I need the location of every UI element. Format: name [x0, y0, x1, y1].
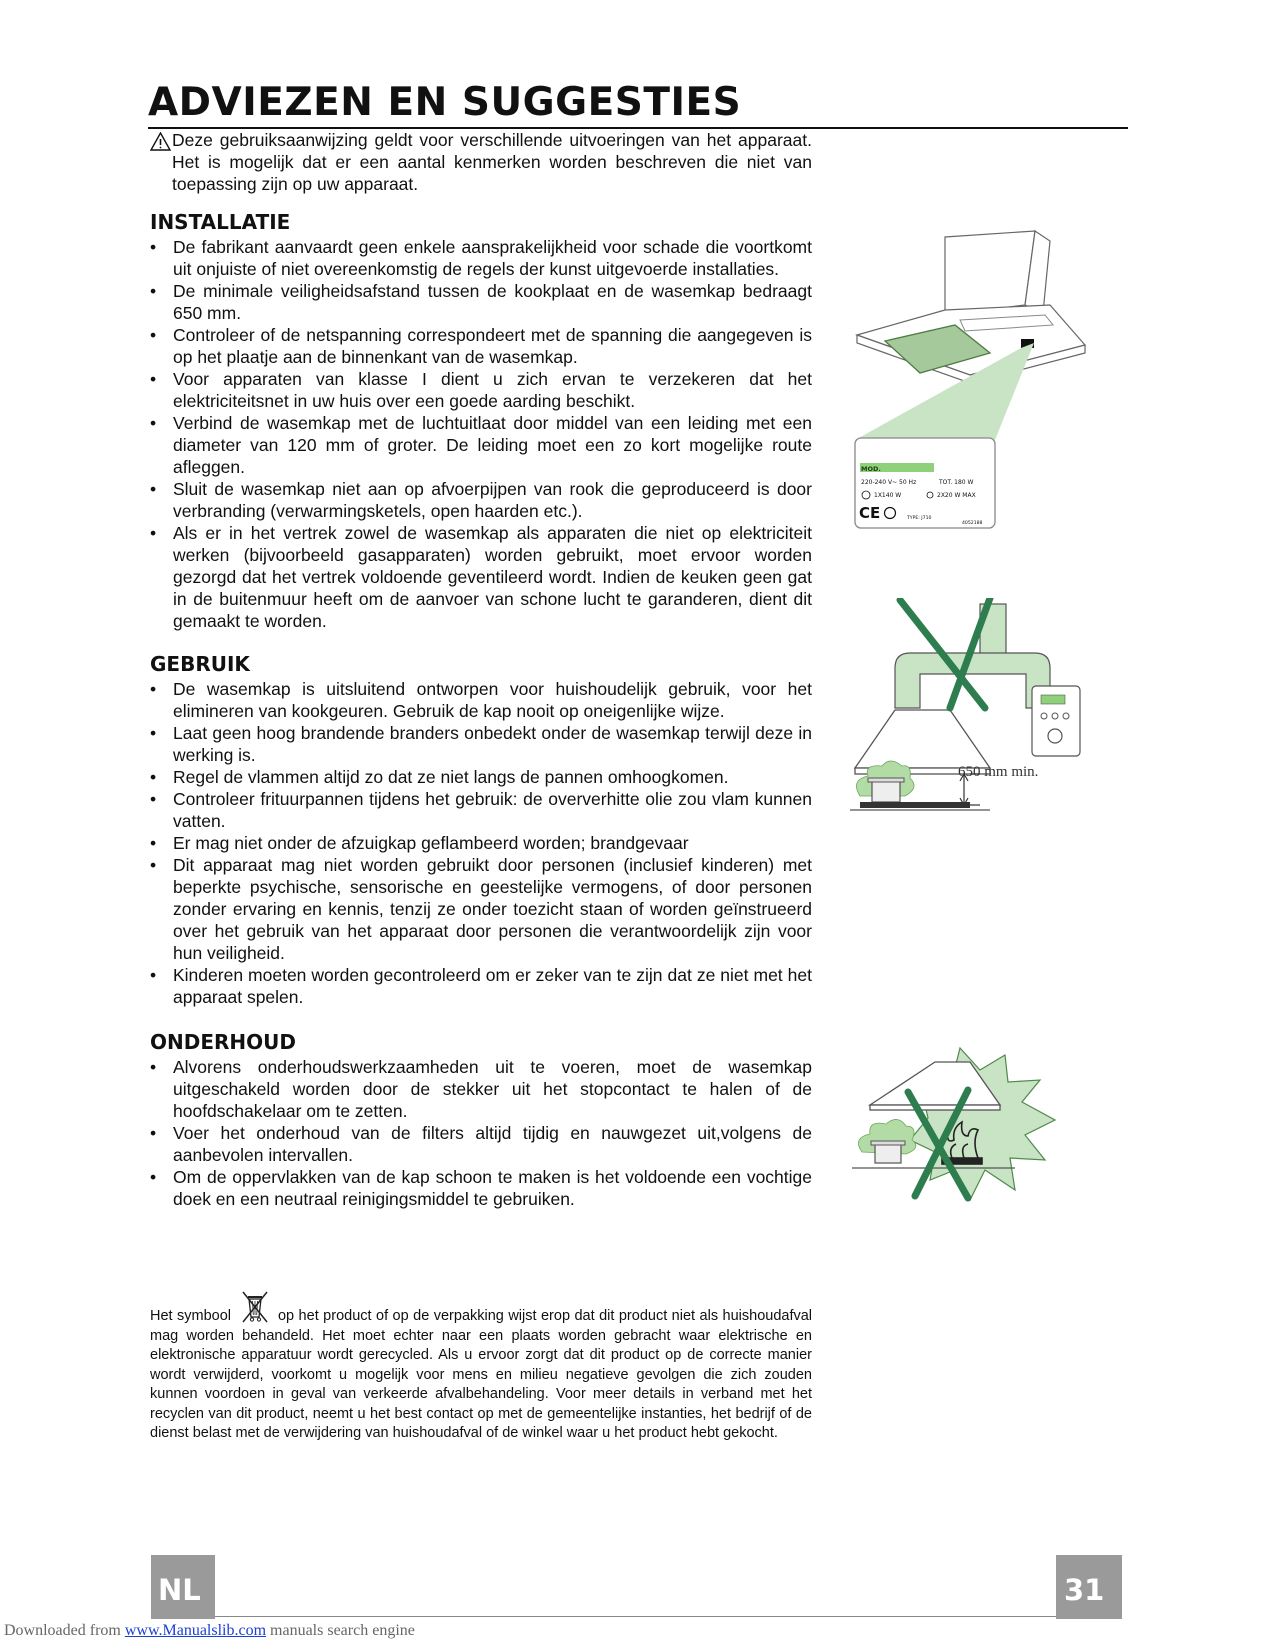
bullet: • — [150, 1123, 157, 1143]
list-item-text: Controleer frituurpannen tijdens het gebruik: de oververhitte olie zou vlam kunnen vatten. — [173, 789, 812, 831]
bullet: • — [150, 723, 157, 743]
rating-plate — [855, 438, 995, 528]
section-onderhoud — [150, 1030, 812, 1210]
list-item-text: Alvorens onderhoudswerkzaamheden uit te voeren, moet de wasemkap uitgeschakeld worden door de stekker uit het stopcontact te halen of de hoofdschakelaar om te zetten. — [173, 1057, 812, 1121]
list-item — [150, 368, 812, 412]
plate-type: TYPE: J710 — [907, 516, 932, 521]
download-suffix: manuals search engine — [270, 1622, 415, 1639]
plate-total: TOT. 180 W — [939, 479, 974, 486]
bullet: • — [150, 237, 157, 257]
list-item — [150, 788, 812, 832]
download-prefix: Downloaded from — [4, 1622, 121, 1639]
ce-mark: CE — [859, 504, 881, 522]
list-item — [150, 522, 812, 632]
list-item — [150, 478, 812, 522]
list-item — [150, 766, 812, 788]
hood-chimney — [945, 231, 1050, 315]
manualslib-link[interactable]: www.Manualslib.com — [124, 1622, 267, 1639]
list-item — [150, 832, 812, 854]
wall-control-panel — [1032, 686, 1080, 756]
list-item-text: Sluit de wasemkap niet aan op afvoerpijpen van rook die geproduceerd is door verbranding (verwarmingsketels, open haarden etc.). — [173, 479, 812, 521]
bullet: • — [150, 413, 157, 433]
bullet: • — [150, 281, 157, 301]
page-number-tab — [1056, 1555, 1122, 1619]
bullet: • — [150, 789, 157, 809]
list-item-text: De fabrikant aanvaardt geen enkele aansprakelijkheid voor schade die voortkomt uit onjuiste of niet overeenkomstig de regels der kunst uitgevoerde installaties. — [173, 237, 812, 279]
weee-text-after: op het product of op de verpakking wijst erop dat dit product niet als huishoudafval mag worden behandeld. Het moet echter naar een plaats worden gebracht waar elektrische en elektronische apparatuur wordt gerecycled. Als u ervoor zorgt dat dit product op de correcte manier wordt verwijderd, voorkomt u mogelijk voor mens en milieu negatieve gevolgen die zich zouden kunnen voordoen in geval van verkeerde afvalbehandeling. Voor meer details in verband met het recyclen van dit product, neemt u het best contact op met de gemeentelijke instanties, het bedrijf of de dienst belast met de verwijdering van huishoudafval of de winkel waar u het product hebt gekocht. — [150, 1308, 813, 1441]
cooking-pot — [871, 1141, 905, 1163]
list-item-text: Regel de vlammen altijd zo dat ze niet langs de pannen omhoogkomen. — [173, 767, 729, 787]
section-heading-onderhoud: ONDERHOUD — [150, 1030, 296, 1054]
list-item-text: Er mag niet onder de afzuigkap geflambeerd worden; brandgevaar — [173, 833, 689, 853]
bullet: • — [150, 965, 157, 985]
bullet: • — [150, 833, 157, 853]
bullet: • — [150, 679, 157, 699]
list-item-text: De minimale veiligheidsafstand tussen de kookplaat en de wasemkap bedraagt 650 mm. — [173, 281, 812, 323]
list-item-text: Als er in het vertrek zowel de wasemkap als apparaten die niet op elektriciteit werken (bijvoorbeeld gasapparaten) worden gebruikt, moet ervoor worden gezorgd dat het vertrek voldoende geventileerd wordt. Indien de keuken geen gat in de buitenmuur heeft om de aanvoer van schone lucht te garanderen, dient dit gemaakt te worden. — [173, 523, 812, 631]
bullet: • — [150, 1167, 157, 1187]
warning-note — [150, 129, 812, 195]
section-heading-gebruik: GEBRUIK — [150, 652, 250, 676]
bullet: • — [150, 325, 157, 345]
bullet: • — [150, 479, 157, 499]
distance-label: 650 mm min. — [958, 764, 1039, 780]
list-item-text: Voor apparaten van klasse I dient u zich ervan te verzekeren dat het elektriciteitsnet in uw huis over een goede aarding beschikt. — [173, 369, 812, 411]
list-item — [150, 412, 812, 478]
cooking-pot — [868, 778, 904, 802]
list-item — [150, 324, 812, 368]
bullet: • — [150, 369, 157, 389]
plate-motor: 1X140 W — [874, 492, 902, 499]
bullet: • — [150, 1057, 157, 1077]
list-item-text: De wasemkap is uitsluitend ontworpen voor huishoudelijk gebruik, voor het elimineren van kookgeuren. Gebruik de kap nooit op oneigenlijke wijze. — [173, 679, 812, 721]
no-flambe-figure — [840, 1040, 1070, 1220]
list-item — [150, 1056, 812, 1122]
bullet: • — [150, 767, 157, 787]
bullet: • — [150, 855, 157, 875]
list-item — [150, 1122, 812, 1166]
list-item — [150, 722, 812, 766]
hood-rating-plate-figure — [845, 225, 1105, 565]
list-item — [150, 964, 812, 1008]
language-label: NL — [158, 1573, 201, 1607]
plate-voltage: 220-240 V~ 50 Hz — [861, 479, 917, 486]
section-heading-installatie: INSTALLATIE — [150, 210, 291, 234]
list-item-text: Verbind de wasemkap met de luchtuitlaat door middel van een leiding met een diameter van 120 mm of groter. De leiding moet een zo kort mogelijke route afleggen. — [173, 413, 812, 477]
list-item-text: Controleer of de netspanning correspondeert met de spanning die aangegeven is op het plaatje aan de binnenkant van de wasemkap. — [173, 325, 812, 367]
download-credit — [4, 1622, 415, 1640]
plate-lamps: 2X20 W MAX — [937, 492, 976, 499]
weee-text-before: Het symbool — [150, 1308, 232, 1324]
list-item — [150, 678, 812, 722]
page-title: ADVIEZEN EN SUGGESTIES — [148, 80, 742, 125]
warning-text: Deze gebruiksaanwijzing geldt voor verschillende uitvoeringen van het apparaat. Het is mogelijk dat er een aantal kenmerken worden beschreven die niet van toepassing zijn op uw apparaat. — [172, 130, 812, 194]
list-item — [150, 1166, 812, 1210]
list-item — [150, 236, 812, 280]
plate-code: 4052188 — [962, 521, 983, 526]
section-gebruik — [150, 652, 812, 1008]
list-item-text: Dit apparaat mag niet worden gebruikt door personen (inclusief kinderen) met beperkte psychische, sensorische en geestelijke vermogens, of door personen zonder ervaring en kennis, tenzij ze onder toezicht staan of worden geïnstrueerd over het gebruik van het apparaat door personen die verantwoordelijk zijn voor hun veiligheid. — [173, 855, 812, 963]
onderhoud-list — [150, 1056, 812, 1210]
list-item — [150, 854, 812, 964]
list-item — [150, 280, 812, 324]
bullet: • — [150, 523, 157, 543]
list-item-text: Om de oppervlakken van de kap schoon te maken is het voldoende een vochtige doek en een neutraal reinigingsmiddel te gebruiken. — [173, 1167, 812, 1209]
language-tab — [151, 1555, 215, 1619]
crossed-bin-icon — [240, 1290, 270, 1324]
hob — [860, 802, 970, 808]
installatie-list — [150, 236, 812, 632]
no-flue-connection-figure — [840, 598, 1100, 860]
warning-triangle-icon — [150, 132, 171, 151]
list-item-text: Kinderen moeten worden gecontroleerd om er zeker van te zijn dat ze niet met het apparaat spelen. — [173, 965, 812, 1007]
section-installatie — [150, 210, 812, 632]
gebruik-list — [150, 678, 812, 1008]
list-item-text: Voer het onderhoud van de filters altijd tijdig en nauwgezet uit,volgens de aanbevolen intervallen. — [173, 1123, 812, 1165]
page-number: 31 — [1064, 1573, 1105, 1607]
plate-mod: MOD. — [861, 465, 881, 473]
weee-notice — [150, 1290, 812, 1444]
list-item-text: Laat geen hoog brandende branders onbedekt onder de wasemkap terwijl deze in werking is. — [173, 723, 812, 765]
footer-rule — [215, 1616, 1056, 1617]
